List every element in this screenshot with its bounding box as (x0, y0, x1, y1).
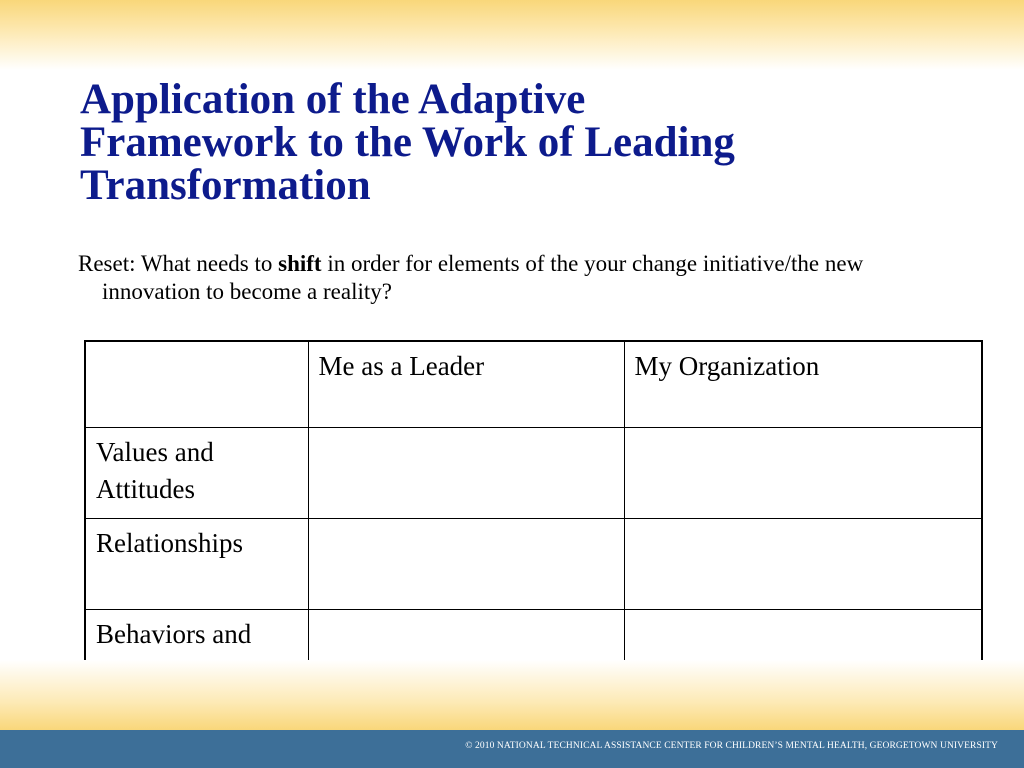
table-row (85, 427, 982, 518)
row-label: Relationships (96, 527, 243, 558)
row-label-cell (85, 518, 308, 609)
table-cell (624, 427, 982, 518)
row-label-cell (85, 427, 308, 518)
row-label: Values and Attitudes (96, 436, 214, 504)
header-cell-organization: My Organization (624, 341, 982, 427)
subtitle-suffix: in order for elements of the your change initiative/the new innovation to become a reality? (102, 251, 864, 304)
row-label: Behaviors and (96, 618, 252, 649)
table-row (85, 518, 982, 609)
table-cell (308, 518, 624, 609)
table-header-row (85, 341, 982, 427)
slide-subtitle (78, 250, 902, 306)
footer-bar (0, 730, 1024, 768)
subtitle-emphasis: shift (278, 251, 322, 276)
title-line-3: Transformation (80, 162, 371, 209)
subtitle-prefix: Reset: What needs to (78, 251, 279, 276)
title-line-2: Framework to the Work of Leading (80, 119, 735, 166)
bottom-gradient-band (0, 660, 1024, 730)
slide-title (80, 78, 960, 207)
header-cell-leader: Me as a Leader (308, 341, 624, 427)
framework-table (84, 340, 983, 701)
header-cell-empty (85, 341, 308, 427)
top-gradient-band (0, 0, 1024, 70)
table-cell (308, 427, 624, 518)
table-cell (624, 518, 982, 609)
copyright-text: © 2010 NATIONAL TECHNICAL ASSISTANCE CENTER FOR CHILDREN’S MENTAL HEALTH, GEORGETOWN UNIVERSITY (465, 741, 998, 751)
title-line-1: Application of the Adaptive (80, 76, 586, 123)
